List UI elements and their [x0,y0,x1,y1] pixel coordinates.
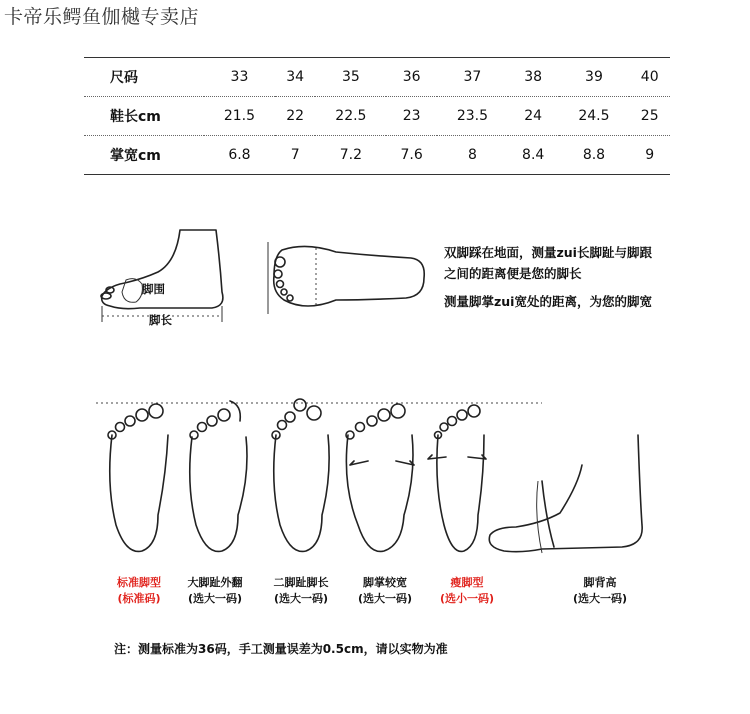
table-cell: 8.8 [559,136,630,175]
table-cell: 40 [640,69,659,85]
table-cell: 33 [230,69,249,85]
foot-type-label [340,575,430,607]
foot-length-label: 脚长 [149,313,172,327]
table-cell: 23 [386,97,437,136]
table-cell: 38 [524,69,543,85]
table-cell: 6.8 [204,136,275,175]
foot-type-name: 脚背高 [583,576,617,589]
foot-type-name: 二脚趾脚长 [273,576,329,589]
long-second-toe-foot-drawing [272,399,329,551]
foot-type-label [422,575,512,607]
store-name: 卡帝乐鳄鱼伽樾专卖店 [4,6,200,28]
shoe-length-row [84,97,670,136]
row-label: 尺码 [110,70,138,86]
narrow-foot-drawing [428,405,486,551]
size-chart-table [84,57,670,175]
table-cell: 7.6 [386,136,437,175]
foot-type-advice: (选大一码) [572,592,628,605]
foot-type-advice: (选小一码) [439,592,495,605]
table-cell: 39 [585,69,603,85]
table-cell: 9 [629,136,670,175]
foot-type-advice: (选大一码) [187,592,243,605]
size-row [84,58,670,97]
table-cell: 22 [275,97,316,136]
table-cell: 24 [508,97,559,136]
foot-type-name: 瘦脚型 [450,576,484,589]
measure-instruction-line1: 双脚踩在地面，测量zui长脚趾与脚跟 [444,245,652,260]
foot-type-label [555,575,645,607]
table-cell: 34 [286,69,305,85]
foot-type-advice: (选大一码) [273,592,329,605]
foot-top-view-illustration [266,238,436,318]
measure-instruction-line2: 之间的距离便是您的脚长 [444,266,582,281]
table-cell: 36 [402,69,421,85]
table-cell: 8.4 [508,136,559,175]
table-cell: 7.2 [315,136,386,175]
ball-width-row [84,136,670,175]
foot-type-advice: (标准码) [117,592,161,605]
row-label: 掌宽cm [84,136,204,175]
foot-girth-label: 脚围 [142,282,165,296]
table-cell: 24.5 [559,97,630,136]
high-instep-foot-drawing [489,435,642,553]
table-cell: 35 [341,69,360,85]
measure-instruction-line3: 测量脚掌zui宽处的距离，为您的脚宽 [444,294,652,309]
wide-foot-drawing [346,404,414,551]
foot-type-name: 大脚趾外翻 [187,576,243,589]
foot-type-label [170,575,260,607]
table-cell: 25 [629,97,670,136]
table-cell: 7 [275,136,316,175]
row-label: 鞋长cm [84,97,204,136]
table-cell: 8 [437,136,508,175]
table-cell: 22.5 [315,97,386,136]
standard-foot-drawing [108,404,168,551]
foot-type-label [256,575,346,607]
table-cell: 23.5 [437,97,508,136]
foot-type-advice: (选大一码) [357,592,413,605]
measurement-note: 注：测量标准为36码，手工测量误差为0.5cm，请以实物为准 [114,642,448,656]
table-cell: 37 [463,69,482,85]
foot-type-name: 脚掌较宽 [363,576,407,589]
foot-type-name: 标准脚型 [117,576,161,589]
bunion-foot-drawing [190,401,247,551]
foot-type-illustrations [96,395,656,565]
table-cell: 21.5 [204,97,275,136]
